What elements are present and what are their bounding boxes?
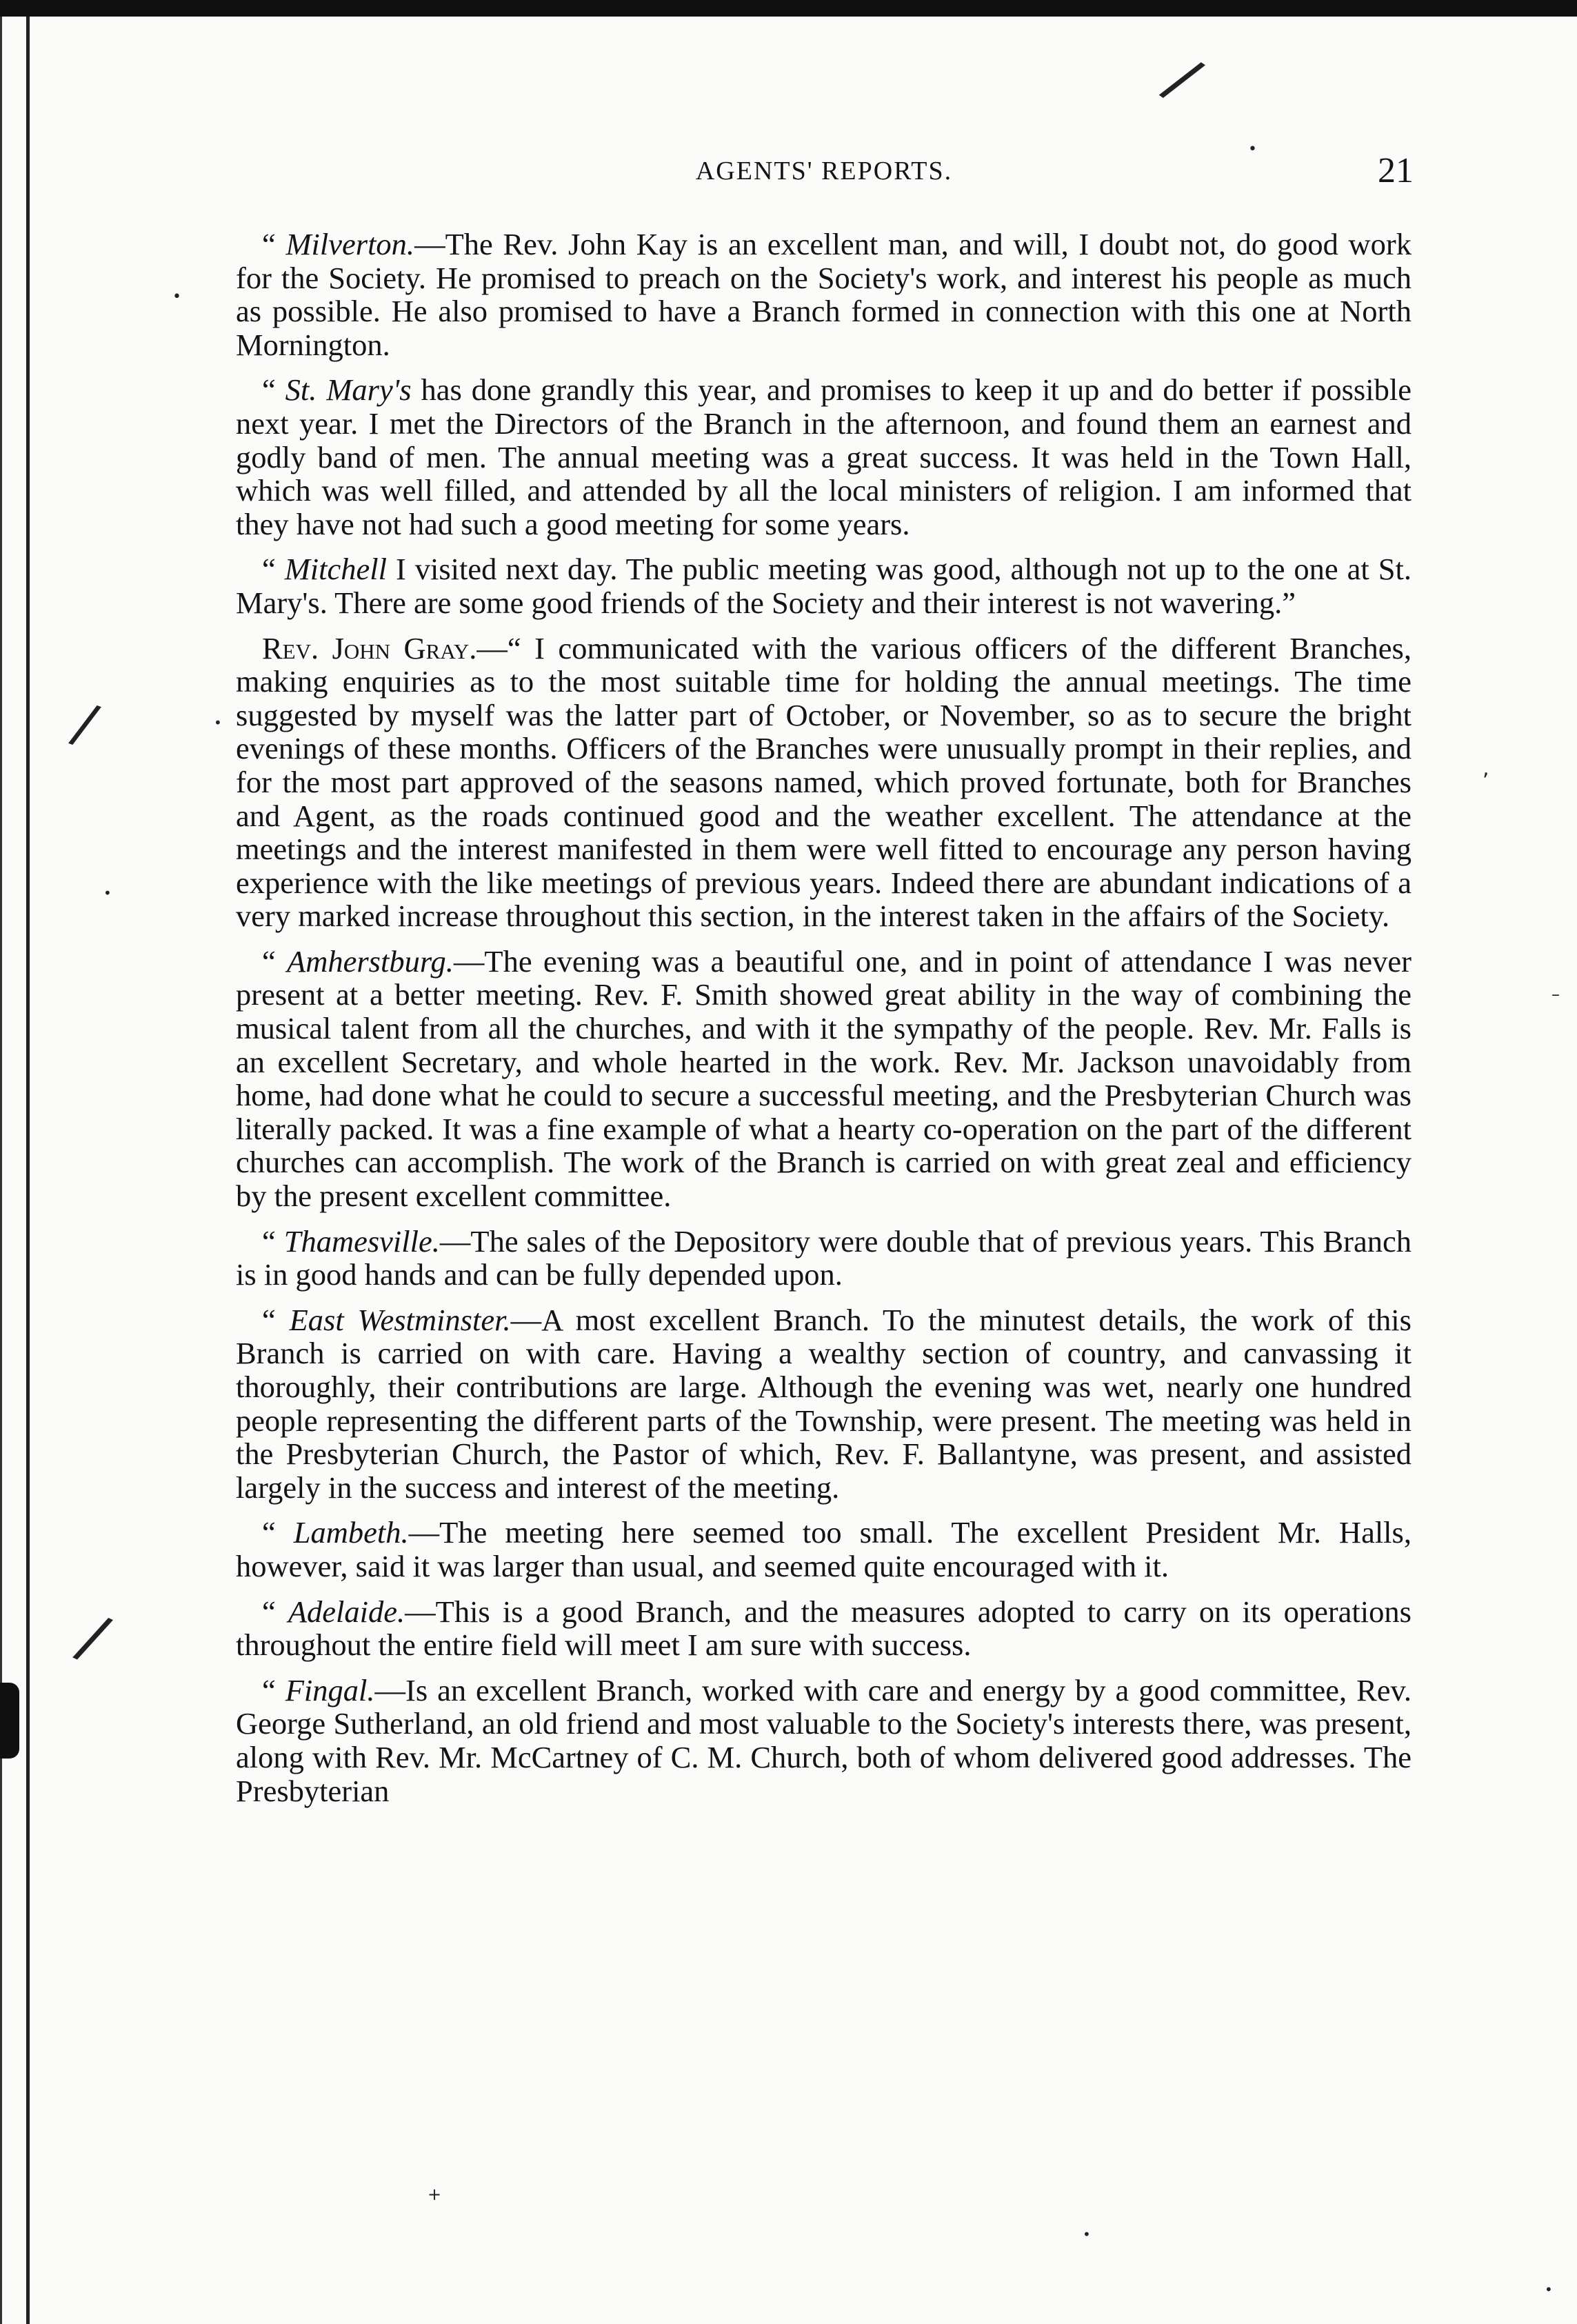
- pen-stroke-mark: /: [66, 690, 106, 757]
- paragraph-lead: Mitchell: [284, 552, 387, 587]
- paragraph-east-westminster: “ East Westminster.—A most excellent Branch. To the minutest details, the work of this Branch is carried on with care. Having a wealthy section of country, and canvassing it thoroughly, their contributions are large. Although the evening was wet, nearly one hundred people representing the different parts of the Township, were present. The meeting was held in the Presbyterian Church, the Pastor of which, Rev. F. Ballantyne, was present, and assisted largely in the success and interest of the meeting.: [236, 1302, 1412, 1505]
- paragraph-text: —The meeting here seemed too small. The excellent President Mr. Halls, however, said it was larger than usual, and seemed quite encouraged with it.: [236, 1515, 1412, 1583]
- paragraph-lambeth: “ Lambeth.—The meeting here seemed too small. The excellent President Mr. Halls, however, said it was larger than usual, and seemed quite encouraged with it.: [236, 1515, 1412, 1583]
- paragraph-st-marys: “ St. Mary's has done grandly this year, and promises to keep it up and do better if possible next year. I met the Directors of the Branch in the afternoon, and found them an earnest and godly band of men. The annual meeting was a great success. It was held in the Town Hall, which was well filled, and attended by all the local ministers of religion. I am informed that they have not had such a good meeting for some years.: [236, 372, 1412, 541]
- body-text: [236, 228, 1412, 1819]
- paragraph-text: —A most excellent Branch. To the minutest details, the work of this Branch is carried on with care. Having a wealthy section of country, and canvassing it thoroughly, their contributions are large. Although the evening was wet, nearly one hundred people representing the different parts of the Township, were present. The meeting was held in the Presbyterian Church, the Pastor of which, Rev. F. Ballantyne, was present, and assisted largely in the success and interest of the meeting.: [236, 1302, 1412, 1505]
- paragraph-mitchell: “ Mitchell I visited next day. The public meeting was good, although not up to the one at St. Mary's. There are some good friends of the Society and their interest is not wavering.”: [236, 552, 1412, 620]
- paragraph-adelaide: “ Adelaide.—This is a good Branch, and the measures adopted to carry on its operations throughout the entire field will meet I am sure with success.: [236, 1594, 1412, 1663]
- paragraph-text: I visited next day. The public meeting was good, although not up to the one at St. Mary's. There are some good friends of the Society and their interest is not wavering.”: [236, 552, 1412, 620]
- paragraph-lead: St. Mary's: [285, 372, 412, 408]
- paragraph-lead: Rev. John Gray.: [262, 630, 477, 665]
- paragraph-fingal: “ Fingal.—Is an excellent Branch, worked with care and energy by a good committee, Rev. George Sutherland, an old friend and most valuable to the Society's interests there, was present, along with Rev. Mr. McCartney of C. M. Church, both of whom delivered good addresses. The Presbyterian: [236, 1672, 1412, 1808]
- paragraph-lead: Lambeth.: [293, 1515, 409, 1550]
- speck-mark: •: [1545, 2281, 1553, 2298]
- speck-mark: •: [1083, 2226, 1091, 2243]
- paragraph-lead: Adelaide.: [288, 1594, 405, 1629]
- page-header: [234, 150, 1414, 199]
- speck-mark: +: [428, 2185, 442, 2204]
- paragraph-text: —The sales of the Depository were double that of previous years. This Branch is in good hands and can be fully depended upon.: [236, 1223, 1412, 1292]
- paragraph-lead: Fingal.: [285, 1672, 375, 1707]
- left-margin-rule: [26, 17, 30, 2324]
- speck-mark: •: [214, 714, 222, 731]
- paragraph-lead: Amherstburg.: [287, 943, 454, 979]
- paragraph-milverton: “ Milverton.—The Rev. John Kay is an excellent man, and will, I doubt not, do good work for the Society. He promised to preach on the Society's work, and interest his people as much as possible. He also promised to have a Branch formed in connection with this one at North Mornington.: [236, 227, 1412, 362]
- paragraph-text: —This is a good Branch, and the measures adopted to carry on its operations throughout the entire field will meet I am sure with success.: [236, 1594, 1412, 1663]
- paragraph-text: —The evening was a beautiful one, and in point of attendance I was never present at a better meeting. Rev. F. Smith showed great ability in the way of combining the musical talent from all the churches, and with it the sympathy of the people. Rev. Mr. Falls is an excellent Secretary, and whole hearted in the work. Rev. Mr. Jackson unavoidably from home, had done what he could to secure a successful meeting, and the Presbyterian Church was literally packed. It was a fine example of what a hearty co-operation on the part of the different churches can accomplish. The work of the Branch is carried on with great zeal and efficiency by the present excellent committee.: [236, 943, 1412, 1214]
- speck-mark: –: [1551, 985, 1560, 1004]
- paragraph-text: has done grandly this year, and promises to keep it up and do better if possible next year. I met the Directors of the Branch in the afternoon, and found them an earnest and godly band of men. The annual meeting was a great success. It was held in the Town Hall, which was well filled, and attended by all the local ministers of religion. I am informed that they have not had such a good meeting for some years.: [236, 372, 1412, 541]
- ink-blot: [0, 1683, 19, 1759]
- paragraph-text: —The Rev. John Kay is an excellent man, and will, I doubt not, do good work for the Society. He promised to preach on the Society's work, and interest his people as much as possible. He also promised to have a Branch formed in connection with this one at North Mornington.: [236, 227, 1412, 362]
- pen-stroke-mark: /: [1153, 43, 1212, 115]
- paragraph-text: —Is an excellent Branch, worked with care and energy by a good committee, Rev. George Sutherland, an old friend and most valuable to the Society's interests there, was present, along with Rev. Mr. McCartney of C. M. Church, both of whom delivered good addresses. The Presbyterian: [236, 1672, 1412, 1808]
- paragraph-lead: Milverton.: [285, 227, 415, 261]
- paragraph-thamesville: “ Thamesville.—The sales of the Depository were double that of previous years. This Branch is in good hands and can be fully depended upon.: [236, 1223, 1412, 1292]
- speck-mark: ,: [1483, 757, 1489, 781]
- speck-mark: •: [1248, 141, 1257, 158]
- paragraph-rev-john-gray: [236, 632, 1412, 933]
- paragraph-amherstburg: “ Amherstburg.—The evening was a beautiful one, and in point of attendance I was never present at a better meeting. Rev. F. Smith showed great ability in the way of combining the musical talent from all the churches, and with it the sympathy of the people. Rev. Mr. Falls is an excellent Secretary, and whole hearted in the work. Rev. Mr. Jackson unavoidably from home, had done what he could to secure a successful meeting, and the Presbyterian Church was literally packed. It was a fine example of what a hearty co-operation on the part of the different churches can accomplish. The work of the Branch is carried on with great zeal and efficiency by the present excellent committee.: [236, 943, 1412, 1214]
- left-edge-rule: [0, 17, 2, 2324]
- speck-mark: •: [103, 885, 112, 901]
- running-head: AGENTS' REPORTS.: [695, 157, 953, 186]
- paragraph-lead: East Westminster.: [289, 1302, 511, 1337]
- pen-stroke-mark: /: [68, 1600, 119, 1675]
- speck-mark: •: [172, 288, 181, 305]
- page-number: 21: [1378, 151, 1414, 190]
- paragraph-text: —“ I communicated with the various officers of the different Branches, making enquiries as to the most suitable time for holding the annual meetings. The time suggested by myself was the latter part of October, or November, so as to secure the bright evenings of these months. Officers of the Branches were unusually prompt in their replies, and for the most part approved of the seasons named, which proved fortunate, both for Branches and Agent, as the roads continued good and the weather excellent. The attendance at the meetings and the interest manifested in them were well fitted to encourage any person having experience with the like meetings of previous years. Indeed there are abundant indications of a very marked increase throughout this section, in the interest taken in the affairs of the Society.: [236, 630, 1412, 934]
- top-border-rule: [0, 0, 1577, 17]
- paragraph-lead: Thamesville.: [283, 1223, 440, 1259]
